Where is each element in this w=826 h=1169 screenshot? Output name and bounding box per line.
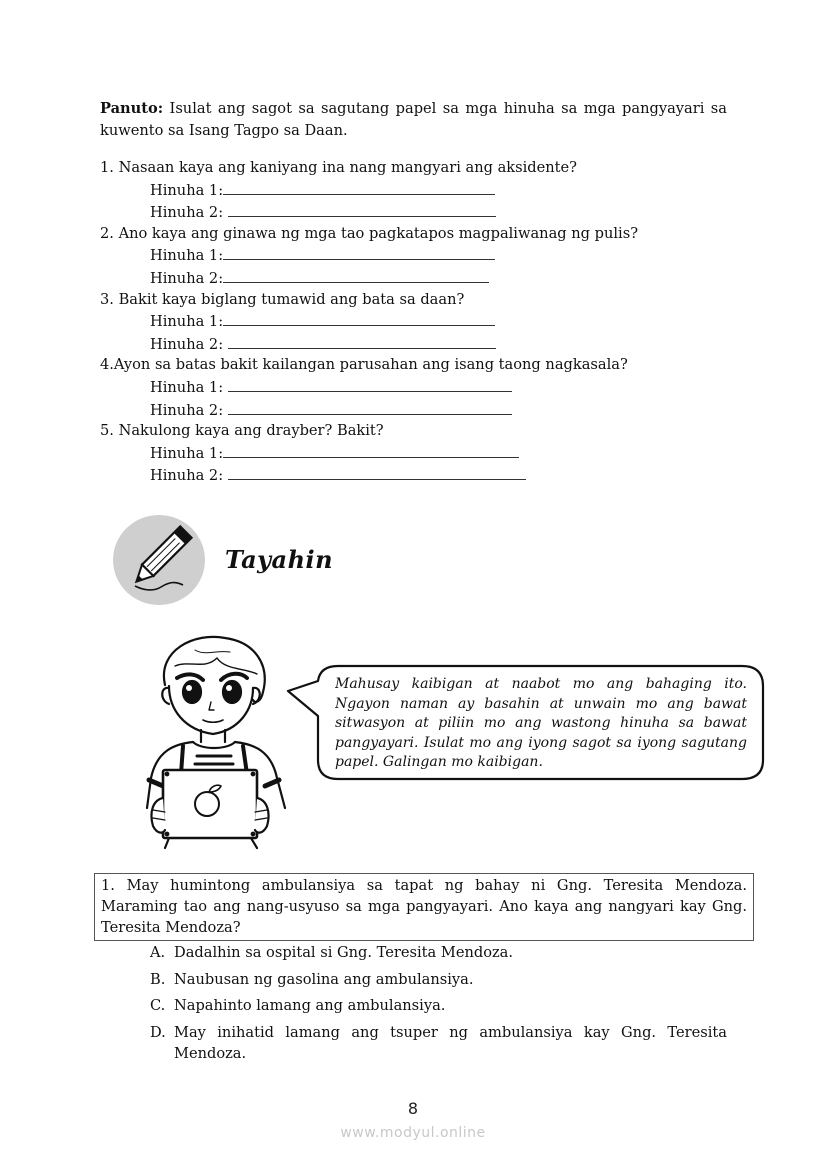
choice-text: Naubusan ng gasolina ang ambulansiya. (174, 970, 474, 988)
hinuha-line (100, 201, 740, 224)
section-title: Tayahin (225, 545, 334, 574)
answer-blank[interactable] (228, 333, 496, 349)
question-item (100, 224, 740, 290)
choice-c[interactable] (150, 995, 727, 1016)
hinuha-line (100, 376, 740, 399)
choice-b[interactable] (150, 969, 727, 990)
answer-blank[interactable] (228, 464, 526, 480)
answer-blank[interactable] (223, 310, 495, 326)
pencil-icon (113, 515, 205, 605)
answer-blank[interactable] (228, 376, 512, 392)
choice-text: Napahinto lamang ang ambulansiya. (174, 997, 446, 1014)
choice-a[interactable] (150, 942, 727, 963)
hinuha-line (100, 333, 740, 356)
hinuha-label: Hinuha 2: (150, 335, 228, 353)
answer-blank[interactable] (228, 201, 496, 217)
hinuha-label: Hinuha 1: (150, 444, 224, 462)
assessment-question-box (94, 873, 754, 941)
question-text: 2. Ano kaya ang ginawa ng mga tao pagkatapos magpaliwanag ng pulis? (100, 224, 639, 242)
hinuha-label: Hinuha 2: (150, 269, 224, 287)
speech-bubble-text: Mahusay kaibigan at naabot mo ang bahaging ito. Ngayon naman ay basahin at unwain mo ang bawat sitwasyon at piliin mo ang wastong hinuha sa bawat pangyayari. Isulat mo ang iyong sagot sa iyong sagutang papel. Galingan mo kaibigan. (335, 676, 747, 771)
question-text: 3. Bakit kaya biglang tumawid ang bata sa daan? (100, 290, 465, 308)
page-number: 8 (407, 1099, 419, 1118)
hinuha-line (100, 399, 740, 422)
hinuha-line (100, 464, 740, 487)
answer-choices (150, 942, 727, 1069)
choice-text: Dadalhin sa ospital si Gng. Teresita Mendoza. (174, 944, 514, 961)
answer-blank[interactable] (223, 442, 519, 458)
hinuha-line (100, 244, 740, 267)
question-text: 4.Ayon sa batas bakit kailangan parusahan ang isang taong nagkasala? (100, 356, 628, 374)
boy-holding-tablet-illustration (135, 630, 305, 850)
watermark: www.modyul.online (340, 1125, 486, 1141)
choice-d[interactable] (150, 1022, 727, 1064)
question-text: 1. Nasaan kaya ang kaniyang ina nang mangyari ang aksidente? (100, 159, 577, 176)
hinuha-label: Hinuha 1: (150, 313, 224, 331)
hinuha-line (100, 179, 740, 202)
directions-label: Panuto: (100, 100, 164, 117)
hinuha-label: Hinuha 2: (150, 401, 228, 419)
choice-text: May inihatid lamang ang tsuper ng ambulansiya kay Gng. Teresita Mendoza. (174, 1023, 727, 1062)
hinuha-line (100, 442, 740, 465)
hinuha-line (100, 267, 740, 290)
hinuha-line (100, 310, 740, 333)
question-list (100, 158, 740, 487)
question-text: 5. Nakulong kaya ang drayber? Bakit? (100, 422, 384, 440)
question-item (100, 158, 740, 224)
question-item (100, 355, 740, 421)
question-item (100, 421, 740, 487)
hinuha-label: Hinuha 1: (150, 247, 224, 265)
question-item (100, 290, 740, 356)
answer-blank[interactable] (223, 179, 495, 195)
directions (100, 98, 727, 142)
answer-blank[interactable] (223, 267, 489, 283)
assessment-question-text: 1. May humintong ambulansiya sa tapat ng bahay ni Gng. Teresita Mendoza. Maraming tao ang nang-usyuso sa mga pangyayari. Ano kaya ang nangyari kay Gng. Teresita Mendoza? (101, 877, 747, 936)
hinuha-label: Hinuha 2: (150, 467, 228, 485)
choice-letter: D. (150, 1023, 166, 1041)
hinuha-label: Hinuha 2: (150, 204, 228, 222)
choice-letter: B. (150, 970, 166, 988)
section-heading (113, 515, 413, 607)
answer-blank[interactable] (228, 399, 512, 415)
directions-text: Isulat ang sagot sa sagutang papel sa mga hinuha sa mga pangyayari sa kuwento sa Isang Tagpo sa Daan. (100, 100, 727, 139)
hinuha-label: Hinuha 1: (150, 378, 228, 396)
hinuha-label: Hinuha 1: (150, 181, 224, 199)
choice-letter: C. (150, 997, 166, 1014)
choice-letter: A. (150, 944, 166, 961)
answer-blank[interactable] (223, 244, 495, 260)
